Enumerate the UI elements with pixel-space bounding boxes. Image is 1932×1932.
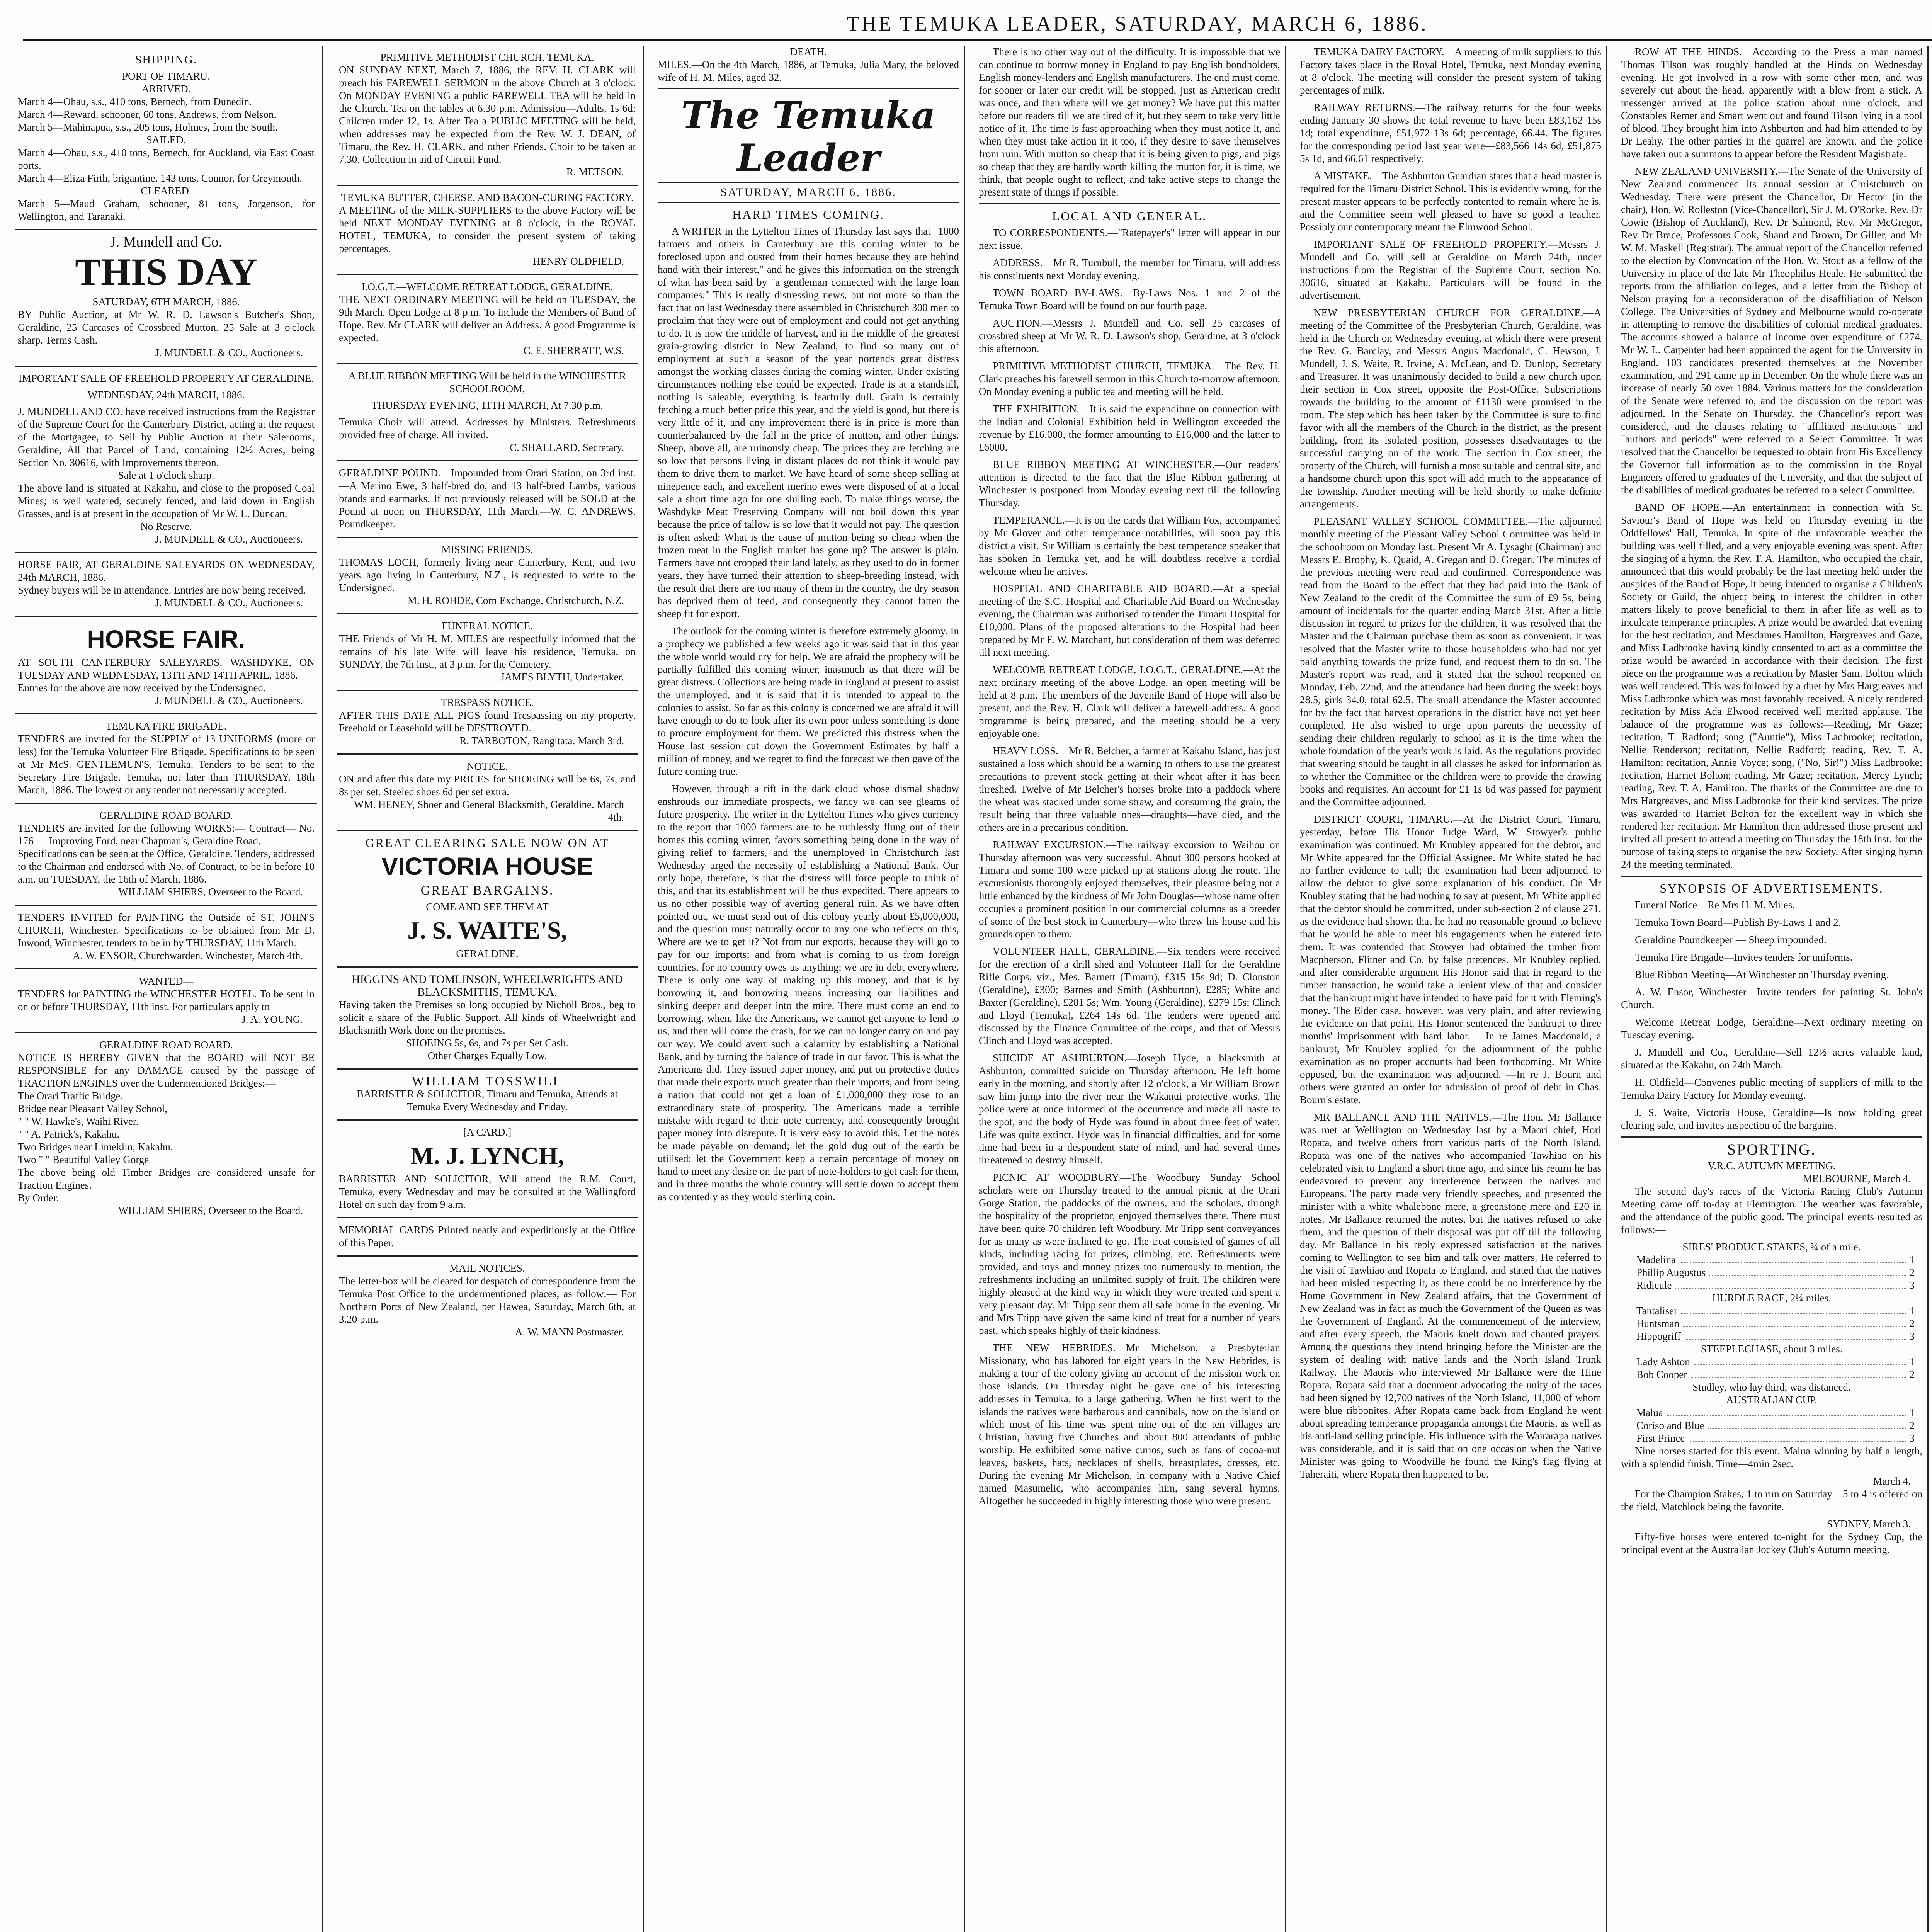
store-name: VICTORIA HOUSE — [381, 852, 593, 880]
methodist-church-ad — [337, 46, 638, 186]
dispatch-date: March 4. — [1873, 1475, 1911, 1487]
column-2 — [337, 46, 638, 1932]
missing-friends-ad — [337, 538, 638, 614]
synopsis-item: J. S. Waite, Victoria House, Geraldine—Is now holding great clearing sale, and invites inspection of the bargains. — [1621, 1107, 1922, 1131]
shoeing-notice — [337, 755, 638, 831]
notice-title: GERALDINE ROAD BOARD. — [99, 1039, 233, 1051]
editorial-paragraph: The outlook for the coming winter is therefore extremely gloomy. In a prophecy we published a few weeks ago it was said that in this year the whole world would cry for help. We are afraid the prophecy will be partially fulfilled this coming winter, inasmuch as that there will be great distress. Collections are being made in England at present to assist the unemployed, and it is said that it is intended to appeal to the colonies to assist. So far as this colony is concerned we are afraid it will have enough to do to look after its own poor unless something is done to procure employment for them. We predicted this distress when the House last session cut down the Government Estimates by half a million of money, and we regret to find the forecast we then gave of the future coming true. — [658, 625, 959, 777]
local-item: NEW ZEALAND UNIVERSITY.—The Senate of the University of New Zealand commenced its annual session at Christchurch on Wednesday. There were present the Chancellor, Dr Hector (in the chair), Hon. W. Rolleston (Vice-Chancellor), Sir J. M. O'Rorke, Rev. Dr Cowie (Bishop of Auckland), Rev. Dr Salmond, Rev. Mr McGregor, Rev Dr Brace, Professors Cook, Shand and Brown, Dr Giller, and Mr W. M. Maskell (Registrar). The annual report of the Chancellor referred to the election by Convocation of the Hon. W. Stout as a fellow of the University in place of the late Mr Theophilus Heale. He submitted the reports from the affiliation colleges, and a letter from the Bishop of Nelson praying for a reconsideration of the disaffiliation of Nelson College. The Universities of Sydney and Melbourne would co-operate in attempting to remove the disabilities of colonial medical graduates. The accounts showed a balance of income over expenditure of £274. Mr W. L. Carpenter had been appointed the agent for the University in England. 103 candidates presented themselves at the November examination, and 291 came up in December. On the whole there was an increase of nearly 50 over 1884. Various matters for the consideration of the Senate were referred to, and the discussion on the report was adjourned. In the Senate on Thursday, the Chancellor's report was considered, and the clauses relating to "affiliated institutions" and "authors and periods" were referred to a Select Committee. It was resolved that the Chancellor be requested to obtain from His Excellency the Governor full information as to the commission in the Royal Engineers offered to graduates of the University, and that the subject of the disabilities of medical graduates be referred to a select Committee. — [1621, 165, 1922, 496]
horse-fair-geraldine — [15, 553, 317, 617]
synopsis-item: Temuka Town Board—Publish By-Laws 1 and 2. — [1635, 917, 1841, 928]
dateline: SATURDAY, MARCH 6, 1886. — [658, 182, 959, 203]
tosswill-card — [337, 1070, 638, 1121]
local-item: IMPORTANT SALE OF FREEHOLD PROPERTY.—Messrs J. Mundell and Co. will sell at Geraldine on March 24th, under instructions from the Registrar of the Supreme Court, section No. 30616, situated at Kakahu. Particulars will be found in the advertisement. — [1300, 238, 1601, 301]
ad-prices: Other Charges Equally Low. — [427, 1050, 547, 1061]
race-result: Tantaliser 1 — [1636, 1305, 1915, 1316]
header-rule — [23, 39, 1932, 41]
sailing-item: March 4—Eliza Firth, brigantine, 143 tons, Connor, for Greymouth. — [18, 172, 303, 184]
mail-notices — [337, 1257, 638, 1345]
ad-text: The letter-box will be cleared for despatch of correspondence from the Temuka Post Office to the undermentioned places, as follow:— For Northern Ports of New Zealand, per Hawea, Saturday, March 6th, at 3.20 p.m. — [339, 1275, 636, 1325]
page-header: THE TEMUKA LEADER, SATURDAY, MARCH 6, 1886. — [847, 12, 1428, 35]
bridge-item: " " A. Patrick's, Kakahu. — [18, 1128, 120, 1140]
horse-fair-heading: HORSE FAIR. — [87, 625, 245, 653]
ad-text: GERALDINE POUND.—Impounded from Orari Station, on 3rd inst.—A Merino Ewe, 3 half-bred do, and 13 half-bred Lambs; various brands and earmarks. If not previously released will be SOLD at the Pound at noon on THURSDAY, 11th March.—W. C. ANDREWS, Poundkeeper. — [339, 467, 636, 530]
race-result: Phillip Augustus 2 — [1636, 1267, 1915, 1278]
ad-prices: SHOEING 5s, 6s, and 7s per Set Cash. — [406, 1037, 568, 1049]
column-5 — [1300, 46, 1601, 1932]
fire-brigade-title: TEMUKA FIRE BRIGADE. — [105, 720, 227, 732]
column-rule — [643, 46, 644, 1932]
ad-signature: C. E. SHERRATT, W.S. — [523, 345, 624, 356]
notice-text: NOTICE IS HEREBY GIVEN that the BOARD will NOT BE RESPONSIBLE for any DAMAGE caused by the passage of TRACTION ENGINES over the Undermentioned Bridges:— — [18, 1052, 315, 1089]
synopsis-item: Funeral Notice—Re Mrs H. M. Miles. — [1635, 899, 1795, 911]
freehold-text: J. MUNDELL AND CO. have received instructions from the Registrar of the Supreme Court for the Canterbury District, acting at the request of the Mortgagee, to Sell by Public Auction at their Salerooms, Geraldine, All that Parcel of Land, containing 12½ Acres, being Section No. 30616, with Improvements thereon. — [18, 406, 315, 468]
ad-text: THE Friends of Mr H. M. MILES are respectfully informed that the remains of his late Wife will leave his residence, Temuka, on SUNDAY, the 7th inst., at 3 p.m. for the Cemetery. — [339, 633, 636, 670]
trespass-notice — [337, 691, 638, 755]
editorial-title: HARD TIMES COMING. — [732, 207, 884, 221]
ad-text: AFTER THIS DATE ALL PIGS found Trespassing on my property, Freehold or Leasehold will be DESTROYED. — [339, 709, 636, 734]
traction-engine-notice — [15, 1033, 317, 1223]
synopsis-item: Temuka Fire Brigade—Invites tenders for uniforms. — [1635, 951, 1853, 963]
ad-text: Temuka Choir will attend. Addresses by Ministers. Refreshments provided free of charge. All invited. — [339, 416, 636, 440]
local-item: PLEASANT VALLEY SCHOOL COMMITTEE.—The adjourned monthly meeting of the Pleasant Valley School Committee was held in the schoolroom on Monday last. Present Mr A. Lysaght (Chairman) and Messrs E. Brophy, K. Quaid, A. Gregan and D. Gregan. The minutes of the previous meeting were read and confirmed. Correspondence was read from the Board to the effect that they had paid into the Bank of New Zealand to the credit of the Committee the sum of £9 5s, being amount of incidentals for the quarter ending March 31st. After a little discussion in regard to prizes for the children, it was resolved that the Master and the Chairman purchase them as soon as convenient. It was resolved that the Master write to those householders who had not yet paid anything towards the prize fund, and request them to do so. The Master's report was read, and it stated that the school reopened on Monday, Feb. 22nd, and the attendance had been during the week: boys 28.5, girls 34.0, total 62.5. The small attendance the Master accounted for by the fact that harvest operations in the district have not yet been completed. He also wished to urge upon parents the necessity of sending their children regularly to school as it is the time when the whole foundation of the year's work is laid. As the regulations provided that swearing should be taught in all classes he asked for information as to whether the Committee or the children were to provide the drawing books and requisites. An account for £1 1s 6d was passed for payment and the Committee adjourned. — [1300, 515, 1601, 808]
local-item: HOSPITAL AND CHARITABLE AID BOARD.—At a special meeting of the S.C. Hospital and Charitable Aid Board on Wednesday evening, the Chairman was authorised to tender the Timaru Hospital for £10,000. Plans of the proposed alterations to the Hospital had been prepared by Mr F. W. Marchant, but consideration of them was deferred till next meeting. — [979, 583, 1280, 658]
masthead: The Temuka Leader — [681, 94, 935, 180]
sailing-item: March 4—Ohau, s.s., 410 tons, Bernech, for Auckland, via East Coast ports. — [18, 147, 315, 171]
ad-title: GREAT CLEARING SALE NOW ON AT — [365, 836, 609, 850]
shipping-notice — [15, 46, 317, 230]
local-item: AUCTION.—Messrs J. Mundell and Co. sell 25 carcases of crossbred sheep at Mr W. R. D. Lawson's shop, Geraldine, at 3 o'clock this afternoon. — [979, 317, 1280, 354]
editorial-paragraph: A WRITER in the Lyttelton Times of Thursday last says that "1000 farmers and others in Canterbury are this coming winter to be foreclosed upon and ousted from their homes because they are behind hand with their interest," and he gives this information on the strength of what has been said by "a gentleman connected with the large loan companies." This is really distressing news, but not more so than the fact that on last Wednesday there assembled in Christchurch 300 men to proclaim that they were out of employment and could not get anything to do. It is now the middle of harvest, and in the middle of the greatest grain-growing district in New Zealand, to find so many out of employment at such a season of the year portends great distress amongst the working classes during the coming winter. Under existing circumstances nothing else could be expected. Trade is at a standstill, nothing is saleable; everything is fearfully dull. Grain is certainly fetching a much better price this year, and the yield is good, but there is very little of it, and any improvement there is in price is more than counterbalanced by the fall in the price of mutton, and other things. Sheep, above all, are ruinously cheap. The prices they are fetching are so low that persons living in distant places do not think it would pay them to drive them to market. We have heard of some sheep selling at ninepence each, and excellent merino ewes were disposed of at a local sale a short time ago for one shilling each. To make things worse, the Washdyke Meat Preserving Company will not boil down this year because the price of tallow is so low that it would not pay. The question is often asked: What is the cause of mutton being so cheap when the frozen meat in the English market has gone up? The answer is plain. Farmers have not cropped their land lately, as they used to do in former years, they have turned their attention to sheep-breeding instead, with the result that there are too many of them in the country, the dry season has deprived them of feed, and consequently they cannot fatten the sheep fit for export. — [658, 225, 959, 619]
local-item: BAND OF HOPE.—An entertainment in connection with St. Saviour's Band of Hope was held on Thursday evening in the Oddfellows' Hall, Temuka. In spite of the unfavorable weather the building was well filled, and a very enjoyable evening was spent. After the singing of a hymn, the Rev. T. A. Hamilton, who occupied the chair, announced that this would probably be the last meeting held under the auspices of the Band of Hope, it being intended to organise a Children's Society or Guild, the object being to interest the children in other matters likely to prove beneficial to them in after life as well as to inculcate temperance principles. A prize would be awarded that evening for the best recitation, and Mesdames Hamilton, Hargreaves and Gaze, and Miss Ladbrooke having kindly consented to act as a committee the prize would be awarded in accordance with their decision. The first piece on the programme was a recitation by Master Sam. Bolton which was well rendered. This was followed by a duet by Mrs Hargreaves and Miss Ladbrooke which was most favorably received. A nicely rendered recitation by Miss Ada Elwood received well merited applause. The balance of the programme was as follows:—Reading, Mr Gaze; recitation, T. Radford; song ("Auntie"), Miss Ladbrooke; recitation, Nellie Renderson; recitation, Nellie Radford; reading, Rev. T. A. Hamilton; recitation, Annie Voyce; song, ("No, Sir!") Miss Ladbrooke; recitation, Harriet Bolton; reading, Mr Gaze; recitation, Mercy Lynch; reading, Rev. T. A. Hamilton. The thanks of the Committee are due to Mrs Hargreaves, and Miss Ladbrooke for their kind services. The prize was awarded to Harriet Bolton for the excellent way in which she rendered her recitation. Mr Hamilton then addressed those present and invited all present to attend a meeting on Thursday the 18th inst. for the purpose of taking steps to organise the new Society. After singing hymn 24 the meeting terminated. — [1621, 502, 1922, 870]
ad-signature: A. W. MANN Postmaster. — [515, 1326, 624, 1338]
race-title: HURDLE RACE, 2¼ miles. — [1712, 1292, 1831, 1304]
ad-signature: WM. HENEY, Shoer and General Blacksmith, Geraldine. March 4th. — [354, 799, 624, 823]
painting-text: TENDERS INVITED for PAINTING the Outside of ST. JOHN'S CHURCH, Winchester. Specifications to be obtained from Mr D. Inwood, Winchester, tenders to be in by THURSDAY, 11th March. — [18, 912, 315, 949]
ad-title: HIGGINS AND TOMLINSON, WHEELWRIGHTS AND BLACKSMITHS, TEMUKA, — [352, 973, 623, 998]
arrived-label: ARRIVED. — [141, 83, 191, 95]
horse-fair-details: AT SOUTH CANTERBURY SALEYARDS, WASHDYKE, ON TUESDAY AND WEDNESDAY, 13TH AND 14TH APRIL, 1886. — [18, 656, 315, 681]
death-notice: MILES.—On the 4th March, 1886, at Temuka, Julia Mary, the beloved wife of H. M. Miles, aged 32. — [658, 58, 959, 89]
death-title: DEATH. — [790, 46, 827, 58]
auction-signature: J. MUNDELL & CO., Auctioneers. — [155, 347, 303, 359]
local-item: TEMPERANCE.—It is on the cards that William Fox, accompanied by Mr Glover and other temperance notabilities, will soon pay this district a visit. Sir William is certainly the best temperance speaker that has spoken in Temuka yet, and he will doubtless receive a cordial welcome when he arrives. — [979, 514, 1280, 577]
freehold-time: Sale at 1 o'clock sharp. — [118, 469, 214, 481]
bridge-item: " " W. Hawke's, Waihi River. — [18, 1116, 139, 1127]
synopsis-item: A. W. Ensor, Winchester—Invite tenders for painting St. John's Church. — [1621, 986, 1922, 1010]
local-item: VOLUNTEER HALL, GERALDINE.—Six tenders were received for the erection of a drill shed and Volunteer Hall for the Geraldine Rifle Corps, viz., Mes. Barnett (Timaru), £315 15s 9d; D. Clouston (Geraldine), £300; Barnes and Smith (Ashburton), £285; White and Baxter (Geraldine), £281 5s; Wm. Young (Geraldine), £279 15s; Clinch and Lloyd (Temuka), £264 14s 6d. The tenders were opened and discussed by the Finance Committee of the corps, and that of Messrs Clinch and Lloyd was accepted. — [979, 946, 1280, 1046]
ad-signature: HENRY OLDFIELD. — [533, 255, 624, 267]
ad-title: FUNERAL NOTICE. — [442, 620, 533, 632]
butter-factory-ad — [337, 186, 638, 275]
race-title: STEEPLECHASE, about 3 miles. — [1701, 1343, 1843, 1355]
ad-text: BARRISTER AND SOLICITOR, Will attend the R.M. Court, Temuka, every Wednesday and may be consulted at the Wallingford Hotel on such day from 9 a.m. — [339, 1173, 636, 1210]
dispatch-date: SYDNEY, March 3. — [1827, 1518, 1911, 1530]
fire-brigade-text: TENDERS are invited for the SUPPLY of 13 UNIFORMS (more or less) for the Temuka Volunteer Fire Brigade. Specifications to be seen at Mr McS. GENTLEMUN'S, Temuka. Tenders to be sent to the Secretary Fire Brigade, Temuka, not later than THURSDAY, 18th March, 1886. The lowest or any tender not necessarily accepted. — [18, 733, 315, 796]
ad-signature: R. METSON. — [566, 166, 624, 178]
ad-text: A MEETING of the MILK-SUPPLIERS to the above Factory will be held NEXT MONDAY EVENING at 8 o'clock, in the ROYAL HOTEL, TEMUKA, to consider the present system of taking percentages. — [339, 204, 636, 254]
horse-fair-text: HORSE FAIR, AT GERALDINE SALEYARDS ON WEDNESDAY, 24th MARCH, 1886. — [18, 559, 315, 583]
race-result: Huntsman 2 — [1636, 1318, 1915, 1329]
race-note: Nine horses started for this event. Malua winning by half a length, with a splendid finish. Time—4min 2sec. — [1621, 1445, 1922, 1469]
ad-text: COME AND SEE THEM AT — [426, 901, 549, 913]
editorial-paragraph: There is no other way out of the difficulty. It is impossible that we can continue to borrow money in England to pay English bondholders, English money-lenders and English manufacturers. The end must come, for sooner or later our credit will be stopped, just as American credit was once, and then where will we get money? We have put this matter before our readers till we are tired of it, but they seem to take very little notice of it. The time is fast approaching when they must notice it, and when they must take action in it too, if they desire to save themselves from ruin. With mutton so cheap that it is being given to pigs, and pigs so cheap that they are hardly worth killing the mutton for, it is time, we think, that people ought to reflect, and take active steps to change the present state of things if possible. — [979, 46, 1280, 198]
notice-signature: WILLIAM SHIERS, Overseer to the Board. — [118, 1205, 303, 1216]
race-title: SIRES' PRODUCE STAKES, ¾ of a mile. — [1682, 1241, 1861, 1253]
ad-title: NOTICE. — [467, 760, 508, 772]
bridge-item: Bridge near Pleasant Valley School, — [18, 1103, 168, 1114]
lynch-card — [337, 1121, 638, 1218]
freehold-description: The above land is situated at Kakahu, and close to the proposed Coal Mines; is well watered, securely fenced, and laid down in English Grasses, and is at present in the occupation of Mr W. L. Duncan. — [18, 482, 315, 519]
dispatch-text: Fifty-five horses were entered to-night for the Sydney Cup, the principal event at the Australian Jockey Club's Autumn meeting. — [1621, 1531, 1922, 1555]
cleared-label: CLEARED. — [141, 185, 192, 197]
ad-title: A BLUE RIBBON MEETING Will be held in the WINCHESTER SCHOOLROOM, — [348, 370, 626, 395]
ad-title: I.O.G.T.—WELCOME RETREAT LODGE, GERALDINE. — [361, 281, 613, 293]
race-title: AUSTRALIAN CUP. — [1726, 1394, 1817, 1406]
race-meeting-text: The second day's races of the Victoria Racing Club's Autumn Meeting came off to-day at Flemington. The weather was favorable, and the attendance of the public good. The principal events resulted as follows:— — [1621, 1185, 1922, 1235]
freehold-title: IMPORTANT SALE OF FREEHOLD PROPERTY AT GERALDINE. — [18, 372, 314, 384]
synopsis-item: Welcome Retreat Lodge, Geraldine—Next ordinary meeting on Tuesday evening. — [1621, 1016, 1922, 1041]
column-4 — [979, 46, 1280, 1932]
local-item: RAILWAY EXCURSION.—The railway excursion to Waihou on Thursday afternoon was very successful. About 300 persons booked at Timaru and some 100 were picked up at stations along the route. The excursionists thoroughly enjoyed themselves, their pleasure being not a little enhanced by the kindness of Mr John Douglas—whose name often occupies a prominent position in our commercial columns as a breeder of some of the best stock in Canterbury—who threw his house and his grounds open to them. — [979, 839, 1280, 940]
race-meeting-title: V.R.C. AUTUMN MEETING. — [1708, 1160, 1836, 1172]
race-result: First Prince 3 — [1636, 1432, 1915, 1444]
local-item: HEAVY LOSS.—Mr R. Belcher, a farmer at Kakahu Island, has just sustained a loss which should be a warning to others to use the greatest precautions to prevent stock getting at their wheat after it has been threshed. Twelve of Mr Belcher's horses broke into a paddock where the wheat was stacked under some straw, and consuming the grain, the result being that three valuable ones—draughts—have died, and the others are in a precarious condition. — [979, 745, 1280, 833]
wanted-title: WANTED— — [139, 975, 194, 987]
road-board-title: GERALDINE ROAD BOARD. — [99, 810, 233, 821]
arrival-item: March 4—Ohau, s.s., 410 tons, Bernech, from Dunedin. — [18, 96, 252, 107]
ad-subtitle: GREAT BARGAINS. — [420, 883, 554, 898]
race-result: Bob Cooper 2 — [1636, 1369, 1915, 1380]
column-3 — [658, 46, 959, 1932]
freehold-reserve: No Reserve. — [140, 520, 192, 532]
merchant-place: GERALDINE. — [456, 948, 519, 959]
road-board-text: TENDERS are invited for the following WORKS:— Contract— No. 176 — Improving Ford, near Chapman's, Geraldine Road. — [18, 822, 315, 847]
wheelwright-ad — [337, 968, 638, 1070]
bridge-item: Two Bridges near Limekiln, Kakahu. — [18, 1141, 173, 1153]
local-item: ADDRESS.—Mr R. Turnbull, the member for Timaru, will address his constituents next Monday evening. — [979, 257, 1280, 281]
local-item: DISTRICT COURT, TIMARU.—At the District Court, Timaru, yesterday, before His Honor Judge Ward, W. Stowyer's public examination was continued. Mr Knubley appeared for the debtor, and Mr White appeared for the Official Assignee. Mr White stated he had no further evidence to call; the examination had been adjourned to allow the debtor to give some explanation of his conduct. On Mr Knubley stating that he had nothing to say at present, Mr White applied that the debtor should be committed, under sub-section 2 of clause 271, as the evidence had shown that he had no reasonable ground to believe that he would be able to meet his engagements when he entered into them. It was contended that Stowyer had obtained the timber from Macpherson, Flitner and Co. by false pretences. Mr Knubley replied, and after considerable argument His Honor said that in regard to the timber transaction, he would take a lenient view of that and consider that the bankrupt might have intended to have paid for it with Fleming's money. The Elder case, however, was very plain, and after reviewing the evidence on that point, His Honor sentenced the bankrupt to three months' imprisonment with hard labor. —In re James Macdonald, a bankrupt, Mr Knubley applied for the adjournment of the public examination as no proper accounts had been forthcoming. Mr White opposed, but the examination was adjourned. —In re J. Bourn and others were granted an order for admission of proof of debt in Chas. Bourn's estate. — [1300, 813, 1601, 1105]
road-board-signature: WILLIAM SHIERS, Overseer to the Board. — [118, 886, 303, 898]
auction-firm: J. Mundell and Co. — [110, 234, 223, 250]
ad-title: TRESPASS NOTICE. — [440, 697, 534, 708]
this-day-heading: THIS DAY — [75, 250, 257, 293]
ad-text: THE NEXT ORDINARY MEETING will be held on TUESDAY, the 9th March. Open Lodge at 8 p.m. To include the Members of Band of Hope. Rev. Mr CLARK will deliver an Address. A good Programme is expected. — [339, 294, 636, 344]
auction-date: SATURDAY, 6TH MARCH, 1886. — [92, 296, 240, 308]
synopsis-item: J. Mundell and Co., Geraldine—Sell 12½ acres valuable land, situated at the Kakahu, on 24th March. — [1621, 1046, 1922, 1071]
race-note: Studley, who lay third, was distanced. — [1692, 1381, 1851, 1393]
card-label: [A CARD.] — [463, 1126, 512, 1138]
local-item: TO CORRESPONDENTS.—"Ratepayer's" letter will appear in our next issue. — [979, 227, 1280, 251]
road-board-specifications: Specifications can be seen at the Office, Geraldine. Tenders, addressed to the Chairman and endorsed with No. of Contract, to be in before 10 a.m. on TUESDAY, the 16th of March, 1886. — [18, 848, 315, 885]
race-result: Coriso and Blue 2 — [1636, 1420, 1915, 1431]
victoria-house-ad — [337, 831, 638, 968]
ad-title: M. J. LYNCH, — [410, 1142, 564, 1169]
dispatch-text: For the Champion Stakes, 1 to run on Saturday—5 to 4 is offered on the field, Matchlock being the favorite. — [1621, 1488, 1922, 1512]
local-item: SUICIDE AT ASHBURTON.—Joseph Hyde, a blacksmith at Ashburton, committed suicide on Thursday afternoon. He left home early in the morning, and shortly after 12 o'clock, a Mr William Brown saw him jump into the river near the Wakanui protective works. The police were at once informed of the occurrence and made all haste to the spot, and the body of Hyde was found in about three feet of water. Life was quite extinct. Hyde was in financial difficulties, and for some time had been in a despondent state of mind, and had several times threatened to destroy himself. — [979, 1052, 1280, 1166]
synopsis-item: Blue Ribbon Meeting—At Winchester on Thursday evening. — [1635, 969, 1889, 980]
road-board-tender — [15, 804, 317, 906]
sailed-label: SAILED. — [146, 134, 186, 146]
synopsis-item: H. Oldfield—Convenes public meeting of suppliers of milk to the Temuka Dairy Factory for Monday evening. — [1621, 1077, 1922, 1101]
ad-text: MEMORIAL CARDS Printed neatly and expeditiously at the Office of this Paper. — [339, 1224, 636, 1248]
race-result: Madelina 1 — [1636, 1254, 1915, 1265]
column-rule — [964, 46, 965, 1932]
horse-fair-signature: J. MUNDELL & CO., Auctioneers. — [155, 597, 303, 609]
this-day-auction — [15, 230, 317, 367]
local-item: TEMUKA DAIRY FACTORY.—A meeting of milk suppliers to this Factory takes place in the Royal Hotel, Temuka, next Monday evening at 8 o'clock. The meeting will consider the present system of taking percentages of milk. — [1300, 46, 1601, 96]
painting-tender — [15, 906, 317, 969]
local-item: WELCOME RETREAT LODGE, I.O.G.T., GERALDINE.—At the next ordinary meeting of the above Lodge, an open meeting will be held at 8 p.m. The members of the Juvenile Band of Hope will also be present, and the Rev. H. Clark will deliver a farewell address. A good programme is being prepared, and the meeting should be a very enjoyable one. — [979, 664, 1280, 739]
column-rule — [1927, 46, 1929, 1932]
painting-signature: A. W. ENSOR, Churchwarden. Winchester, March 4th. — [73, 950, 303, 961]
pound-notice — [337, 461, 638, 538]
synopsis-title: SYNOPSIS OF ADVERTISEMENTS. — [1660, 881, 1884, 895]
ad-title: PRIMITIVE METHODIST CHURCH, TEMUKA. — [380, 51, 594, 63]
column-rule — [1285, 46, 1286, 1932]
editorial-paragraph: However, through a rift in the dark cloud whose dismal shadow enshrouds our immediate prospects, we fancy we can see gleams of future prosperity. The writer in the Lyttelton Times who gives currency to the report that 1000 farmers are to be ruthlessly flung out of their homes this coming winter, favors something being done in the way of giving relief to farmers, and the unemployed in Christchurch last Wednesday urged the necessity of establishing a National Bank. Our only hope, therefore, is that the distress will force people to think of this, and that its establishment will be thus expedited. There appears to us no other possible way of averting general ruin. As we have often pointed out, we must send out of this colony yearly about £5,000,000, and the question must naturally occur to any one who reflects on this, Where are we to get it? Not from our exports, because they will go to pay for our imports; and from what is coming to us from foreign countries, for no country owes us anything; we are in debt everywhere. There is only one way of making up this money, and that is by borrowing it, and borrowing means increasing our liabilities and sinking deeper and deeper into the mire. There must come an end to borrowing, when, like the Americans, we cannot get anyone to lend to us, and then will come the crash, for we can no longer carry on and pay our way. We could avert such a calamity by establishing a National Bank, and by turning the balance of trade in our favor. This is what the Americans did. They issued paper money, and put on protective duties that made their exports much greater than their imports, and from being a nation that could not get a loan of £1,000,000 they rose to an extraordinary state of prosperity. The Americans made a terrible mistake with regard to their note currency, and consequently brought paper money into disrepute. It is very easy to avoid this. Let the notes be made payable on demand; let the gold dug out of the earth be utilised; let the Government keep a certain percentage of money on hand to meet any desire on the part of note-holders to get cash for them, and in three months the whole country will settle down to accept them as contentedly as they would sterling coin. — [658, 783, 959, 1202]
ad-signature: R. TARBOTON, Rangitata. March 3rd. — [459, 735, 624, 747]
race-result: Lady Ashton 1 — [1636, 1356, 1915, 1367]
local-item: PRIMITIVE METHODIST CHURCH, TEMUKA.—The Rev. H. Clark preaches his farewell sermon in this Church to-morrow afternoon. On Monday evening a public tea and meeting will be held. — [979, 360, 1280, 397]
notice-text: The above being old Timber Bridges are considered unsafe for Traction Engines. — [18, 1167, 315, 1191]
local-item: RAILWAY RETURNS.—The railway returns for the four weeks ending January 30 shows the total revenue to have been £83,162 15s 1d; total expenditure, £51,972 13s 6d; percentage, 66.44. The figures for the corresponding period last year were—£83,566 14s 6d, £51,875 5s 1d, and 66.61 respectively. — [1300, 102, 1601, 164]
horse-fair-entries: Entries for the above are now received by the Undersigned. — [18, 682, 266, 694]
ad-text: ON SUNDAY NEXT, March 7, 1886, the REV. H. CLARK will preach his FAREWELL SERMON in the above Church at 3 o'clock. On MONDAY EVENING a public FAREWELL TEA will be held in the Church. Tea on the tables at 6.30 p.m. Admission—Adults, 1s 6d; Children under 12, 1s. After Tea a PUBLIC MEETING will be held, when addresses may be expected from the Rev. W. J. DEAN, of Timaru, the Rev. H. CLARK, and other Friends. Choir to be taken at 7.30. Collection in aid of Circuit Fund. — [339, 64, 636, 165]
ad-title: WILLIAM TOSSWILL — [412, 1074, 563, 1088]
cleared-item: March 5—Maud Graham, schooner, 81 tons, Jorgenson, for Wellington, and Taranaki. — [18, 198, 315, 222]
ad-text: Having taken the Premises so long occupied by Nicholl Bros., beg to solicit a share of the Public Support. All kinds of Wheelwright and Blacksmith Work done on the premises. — [339, 999, 636, 1036]
ad-date: THURSDAY EVENING, 11TH MARCH, At 7.30 p.m. — [371, 400, 603, 411]
local-item: THE EXHIBITION.—It is said the expenditure on connection with the Indian and Colonial Exhibition held in Wellington exceeded the revenue by £16,000, the former amounting to £16,000 and the latter to £6000. — [979, 403, 1280, 453]
ad-signature: JAMES BLYTH, Undertaker. — [500, 671, 624, 683]
bridge-item: Two " " Beautiful Valley Gorge — [18, 1154, 149, 1165]
merchant-name: J. S. WAITE'S, — [407, 917, 567, 944]
local-item: THE NEW HEBRIDES.—Mr Michelson, a Presbyterian Missionary, who has labored for eight years in the New Hebrides, is making a tour of the colony giving an account of the mission work on those islands. On Thursday night he gave one of his interesting addresses in Temuka, to a large gathering. When he first went to the islands the natives were barbarous and cannibals, now on the island on which most of his time was spent nine out of the ten villages are Christian, having five Churches and about 800 attendants of public worship. He exhibited some native curios, such as fans of cocoa-nut leaves, baskets, hats, necklaces of shells, breastplates, dresses, etc. During the evening Mr Michelson, in company with a Native Chief named Masumelic, who accompanies him, sang several hymns. Altogether he succeeded in highly interesting those who were present. — [979, 1342, 1280, 1507]
freehold-signature: J. MUNDELL & CO., Auctioneers. — [155, 533, 303, 545]
wanted-ad — [15, 969, 317, 1033]
horse-fair-entries: Sydney buyers will be in attendance. Entries are now being received. — [18, 584, 306, 596]
synopsis-item: Geraldine Poundkeeper — Sheep impounded. — [1635, 934, 1827, 946]
auction-text: BY Public Auction, at Mr W. R. D. Lawson's Butcher's Shop, Geraldine, 25 Carcases of Crossbred Mutton. 25 Sale at 3 o'clock sharp. Terms Cash. — [18, 309, 315, 346]
race-meeting-place: MELBOURNE, March 4. — [1803, 1173, 1911, 1184]
column-6 — [1621, 46, 1922, 1932]
race-result: Hippogriff 3 — [1636, 1330, 1915, 1342]
wanted-signature: J. A. YOUNG. — [242, 1014, 303, 1025]
ad-title: MISSING FRIENDS. — [441, 544, 533, 555]
local-item: MR BALLANCE AND THE NATIVES.—The Hon. Mr Ballance was met at Wellington on Wednesday last by a Maori chief, Hori Ropata, and twelve others from various parts of the North Island. Ropata was one of the natives who accompanied Tawhiao on his celebrated visit to England a short time ago, and since his return he has endeavored to prevent any interference between the natives and Europeans. The party made very friendly speeches, and presented the minister with a white whalebone mere, a greenstone mere and £20 in notes. Mr Ballance returned the notes, but the natives refused to take them, and the question of their disposal was put off till the following day. Mr Ballance in his reply expressed satisfaction at the natives coming to Wellington to see him and talk over matters. He referred to the visit of Tawhiao and Ropata to England, and stated that the natives had been misled respecting it, as there could be no interference by the Home Government in New Zealand affairs, that the Government of New Zealand was in fact as much the Government of the Queen as was the Government of England. At the commencement of the interview, and after every speech, the Maoris knelt down and chanted prayers. Among the questions they intend bringing before the Minister are the system of dealing with native lands and the North Island Trunk Railway. The Maoris who interviewed Mr Ballance were the Hine Ropata. Ropata said that a document advocating the unity of the races had been signed by 12,700 natives of the North Island, 11,000 of whom were blue ribbonites. After Ropata came back from England he went about spreading temperance propaganda amongst the Maoris, as well as his anti-land selling principle. His influence with the Wairarapa natives was considerable, and it is said that on one occasion when the Native Minister was going to Woodville he found the King's flag flying at Taheraiti, where Ropata then happened to be. — [1300, 1111, 1601, 1480]
race-result: Ridicule 3 — [1636, 1279, 1915, 1291]
ad-text: ON and after this date my PRICES for SHOEING will be 6s, 7s, and 8s per set. Steeled shoes 6d per set extra. — [339, 773, 636, 798]
ad-signature: C. SHALLARD, Secretary. — [510, 442, 624, 453]
freehold-date: WEDNESDAY, 24th MARCH, 1886. — [87, 389, 245, 401]
blue-ribbon-ad — [337, 364, 638, 461]
shipping-title: SHIPPING. — [135, 53, 197, 66]
wanted-text: TENDERS for PAINTING the WINCHESTER HOTEL. To be sent in on or before THURSDAY, 11th inst. For particulars apply to — [18, 988, 315, 1012]
funeral-notice — [337, 614, 638, 691]
local-item: PICNIC AT WOODBURY.—The Woodbury Sunday School scholars were on Thursday treated to the annual picnic at the Orari Gorge Station, the paddocks of the owners, and the scholars, through the hospitality of the proprietor, enjoyed themselves there. There must have been quite 70 children left Woodbury. Mr Tripp sent conveyances for as many as were inclined to go. The treat consisted of games of all kinds, including racing for prizes, climbing, etc. Refreshments were provided, and toys and money prizes too numerously to mention, the refreshments including an unlimited supply of fruit. The children were highly pleased at the kind way in which they were treated and spent a very pleasant day. Mr Tripp sent them all safe home in the evening. Mr and Mrs Tripp have given the same kind of treat for a number of years past, which speaks highly of their kindness. — [979, 1172, 1280, 1336]
memorial-cards-ad — [337, 1218, 638, 1257]
arrival-item: March 5—Mahinapua, s.s., 205 tons, Holmes, from the South. — [18, 121, 278, 133]
ad-title: MAIL NOTICES. — [449, 1262, 525, 1274]
column-rule — [322, 46, 323, 1932]
ad-text: BARRISTER & SOLICITOR, Timaru and Temuka, Attends at Temuka Every Wednesday and Friday. — [357, 1088, 618, 1112]
horse-fair-signature: J. MUNDELL & CO., Auctioneers. — [155, 695, 303, 706]
ad-text: THOMAS LOCH, formerly living near Canterbury, Kent, and two years ago living in Canterbury, N.Z., is requested to write to the Undersigned. — [339, 556, 636, 594]
race-result: Malua 1 — [1636, 1407, 1915, 1418]
sporting-title: SPORTING. — [1727, 1141, 1816, 1158]
port-name: PORT OF TIMARU. — [122, 70, 210, 82]
local-item: A MISTAKE.—The Ashburton Guardian states that a head master is required for the Timaru District School. This is evidently wrong, for the present master appears to be perfectly contented to remain where he is, and the Committee seem well pleased to have so good a teacher. Possibly our contemporary meant the Elmwood School. — [1300, 170, 1601, 233]
ad-signature: M. H. ROHDE, Corn Exchange, Christchurch, N.Z. — [407, 595, 624, 606]
freehold-sale-ad — [15, 367, 317, 553]
ad-title: TEMUKA BUTTER, CHEESE, AND BACON-CURING FACTORY. — [341, 192, 634, 203]
horse-fair-washdyke — [15, 617, 317, 714]
arrival-item: March 4—Reward, schooner, 60 tons, Andrews, from Nelson. — [18, 109, 277, 120]
local-item: ROW AT THE HINDS.—According to the Press a man named Thomas Tilson was roughly handled at the Hinds on Wednesday evening. He got involved in a row with some other men, and was severely cut about the head, apparently with a blow from a stick. A messenger arrived at the police station about nine o'clock, and Constables Remer and Smart went out and found Tilson lying in a pool of blood. They brought him into Ashburton and had him attended to by Dr Leahy. The other parties in the quarrel are known, and the police have taken out a summons to appear before the Resident Magistrate. — [1621, 46, 1922, 160]
iogt-lodge-ad — [337, 275, 638, 364]
bridge-item: The Orari Traffic Bridge. — [18, 1090, 123, 1102]
column-1 — [15, 46, 317, 1932]
local-item: TOWN BOARD BY-LAWS.—By-Laws Nos. 1 and 2 of the Temuka Town Board will be found on our fourth page. — [979, 287, 1280, 311]
local-general-title: LOCAL AND GENERAL. — [1052, 209, 1207, 223]
fire-brigade-tender — [15, 714, 317, 804]
local-item: NEW PRESBYTERIAN CHURCH FOR GERALDINE.—A meeting of the Committee of the Presbyterian Church, Geraldine, was held in the Church on Wednesday evening, at which there were present the Rev. G. Barclay, and Messrs Angus Macdonald, C. Hewson, J. Mundell, J. S. Waite, R. Irvine, A. McLean, and D. Dunlop, Secretary and Treasurer. It was unanimously decided to build a new church upon their section in Cox street, opposite the Post-Office. Subscriptions towards the building to the amount of £1130 were promised in the room. The step which has been taken by the Committee is sure to find favor with all the members of the Church in the district, as the present building, from its isolated position, possesses disadvantages to the successful carrying on of the work. The section in Cox street, the property of the Church, will furnish a most suitable and central site, and a handsome church upon this spot will add much to the appearance of the township. Another meeting will be held shortly to make definite arrangements. — [1300, 307, 1601, 510]
by-order: By Order. — [18, 1192, 59, 1204]
local-item: BLUE RIBBON MEETING AT WINCHESTER.—Our readers' attention is directed to the fact that the Blue Ribbon gathering at Winchester is postponed from Monday evening next till the following Thursday. — [979, 459, 1280, 509]
column-rule — [1606, 46, 1607, 1932]
